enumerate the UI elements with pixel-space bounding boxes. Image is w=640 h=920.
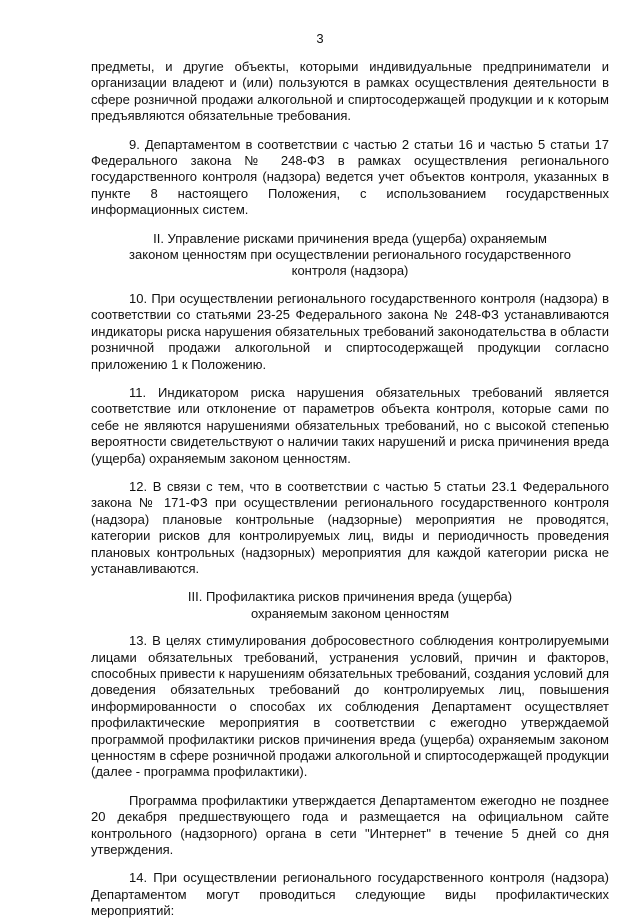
page-number: 3 — [316, 31, 324, 46]
section-heading-3-line-1: III. Профилактика рисков причинения вреда (ущерба) — [187, 589, 513, 605]
paragraph-13: 13. В целях стимулирования добросовестного соблюдения контролируемыми лицами обязательных требований, устранения условий, причин и факторов, способных привести к нарушениям обязательных требований, создания условий для доведения обязательных требований до контролируемых лиц, повышения информированности о способах их соблюдения Департамент осуществляет профилактические мероприятия в соответствии с ежегодно утверждаемой программой профилактики рисков причинения вреда (ущерба) охраняемым законом ценностям в сфере розничной продажи алкогольной и спиртосодержащей продукции (далее - программа профилактики). — [91, 633, 609, 780]
section-heading-2-line-3: контроля (надзора) — [291, 263, 409, 279]
paragraph-9: 9. Департаментом в соответствии с частью 2 статьи 16 и частью 5 статьи 17 Федерального закона № 248-ФЗ в рамках осуществления регионального государственного контроля (надзора) ведется учет объектов контроля, указанных в пункте 8 настоящего Положения, с использованием государственных информационных систем. — [91, 136, 609, 218]
document-body — [91, 59, 609, 920]
paragraph-program: Программа профилактики утверждается Департаментом ежегодно не позднее 20 декабря предшествующего года и размещается на официальном сайте контрольного (надзорного) органа в сети "Интернет" в течение 5 дней со дня утверждения. — [91, 792, 609, 858]
paragraph-14: 14. При осуществлении регионального государственного контроля (надзора) Департаментом могут проводиться следующие виды профилактических мероприятий: — [91, 870, 609, 919]
section-heading-2-line-1: II. Управление рисками причинения вреда (ущерба) охраняемым — [153, 230, 547, 246]
section-heading-2 — [91, 231, 609, 280]
paragraph-10: 10. При осуществлении регионального государственного контроля (надзора) в соответствии со статьями 23-25 Федерального закона № 248-ФЗ устанавливаются индикаторы риска нарушения обязательных требований законодательства в области розничной продажи алкогольной и спиртосодержащей продукции согласно приложению 1 к Положению. — [91, 290, 609, 372]
paragraph-12: 12. В связи с тем, что в соответствии с частью 5 статьи 23.1 Федерального закона № 171-ФЗ при осуществлении регионального государственного контроля (надзора) плановые контрольные (надзорные) мероприятия не проводятся, категории рисков для контролируемых лиц, виды и периодичность проведения плановых контрольных (надзорных) мероприятия для каждой категории риска не устанавливаются. — [91, 478, 609, 576]
section-heading-3 — [91, 589, 609, 622]
section-heading-2-line-2: законом ценностям при осуществлении регионального государственного — [129, 247, 571, 263]
section-heading-3-line-2: охраняемым законом ценностям — [250, 605, 450, 621]
paragraph-continuation: предметы, и другие объекты, которыми индивидуальные предприниматели и организации владеют и (или) пользуются в рамках осуществления деятельности в сфере розничной продажи алкогольной и спиртосодержащей продукции и к которым предъявляются обязательные требования. — [91, 59, 609, 124]
paragraph-11: 11. Индикатором риска нарушения обязательных требований является соответствие или отклонение от параметров объекта контроля, которые сами по себе не являются нарушениями обязательных требований, но с высокой степенью вероятности свидетельствуют о наличии таких нарушений и риска причинения вреда (ущерба) охраняемым законом ценностям. — [91, 384, 609, 466]
